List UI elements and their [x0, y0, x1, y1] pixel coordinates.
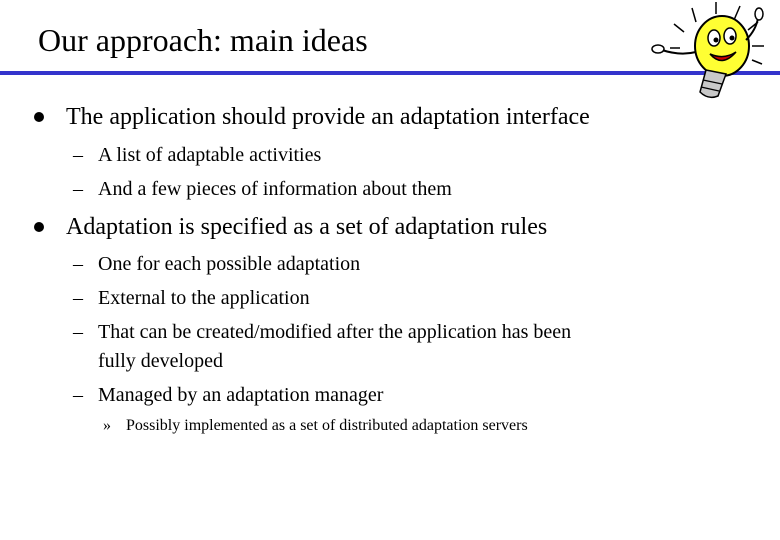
lightbulb-mascot-icon [640, 0, 775, 112]
sub-bullet-text: External to the application [98, 287, 310, 309]
sub-bullet-dash: – [73, 144, 83, 166]
sub-bullet-text: That can be created/modified after the application has been [98, 321, 572, 343]
subsub-bullet-marker: » [103, 417, 111, 434]
sub-bullet-dash: – [73, 253, 83, 275]
bullet-dot [34, 112, 44, 122]
sub-bullet-dash: – [73, 321, 83, 343]
sub-bullet-text: Managed by an adaptation manager [98, 384, 384, 406]
sub-bullet-dash: – [73, 178, 83, 200]
bullet-text: Adaptation is specified as a set of adaptation rules [66, 214, 548, 240]
sub-bullet-text-continued: fully developed [98, 350, 223, 372]
sub-bullet-text: And a few pieces of information about them [98, 178, 452, 200]
sub-bullet-dash: – [73, 384, 83, 406]
sub-bullet-dash: – [73, 287, 83, 309]
bullet-dot [34, 222, 44, 232]
subsub-bullet-text: Possibly implemented as a set of distributed adaptation servers [126, 417, 528, 434]
bullet-text: The application should provide an adaptation interface [66, 104, 590, 130]
slide-title: Our approach: main ideas [38, 22, 368, 58]
sub-bullet-text: A list of adaptable activities [98, 144, 322, 166]
sub-bullet-text: One for each possible adaptation [98, 253, 361, 275]
